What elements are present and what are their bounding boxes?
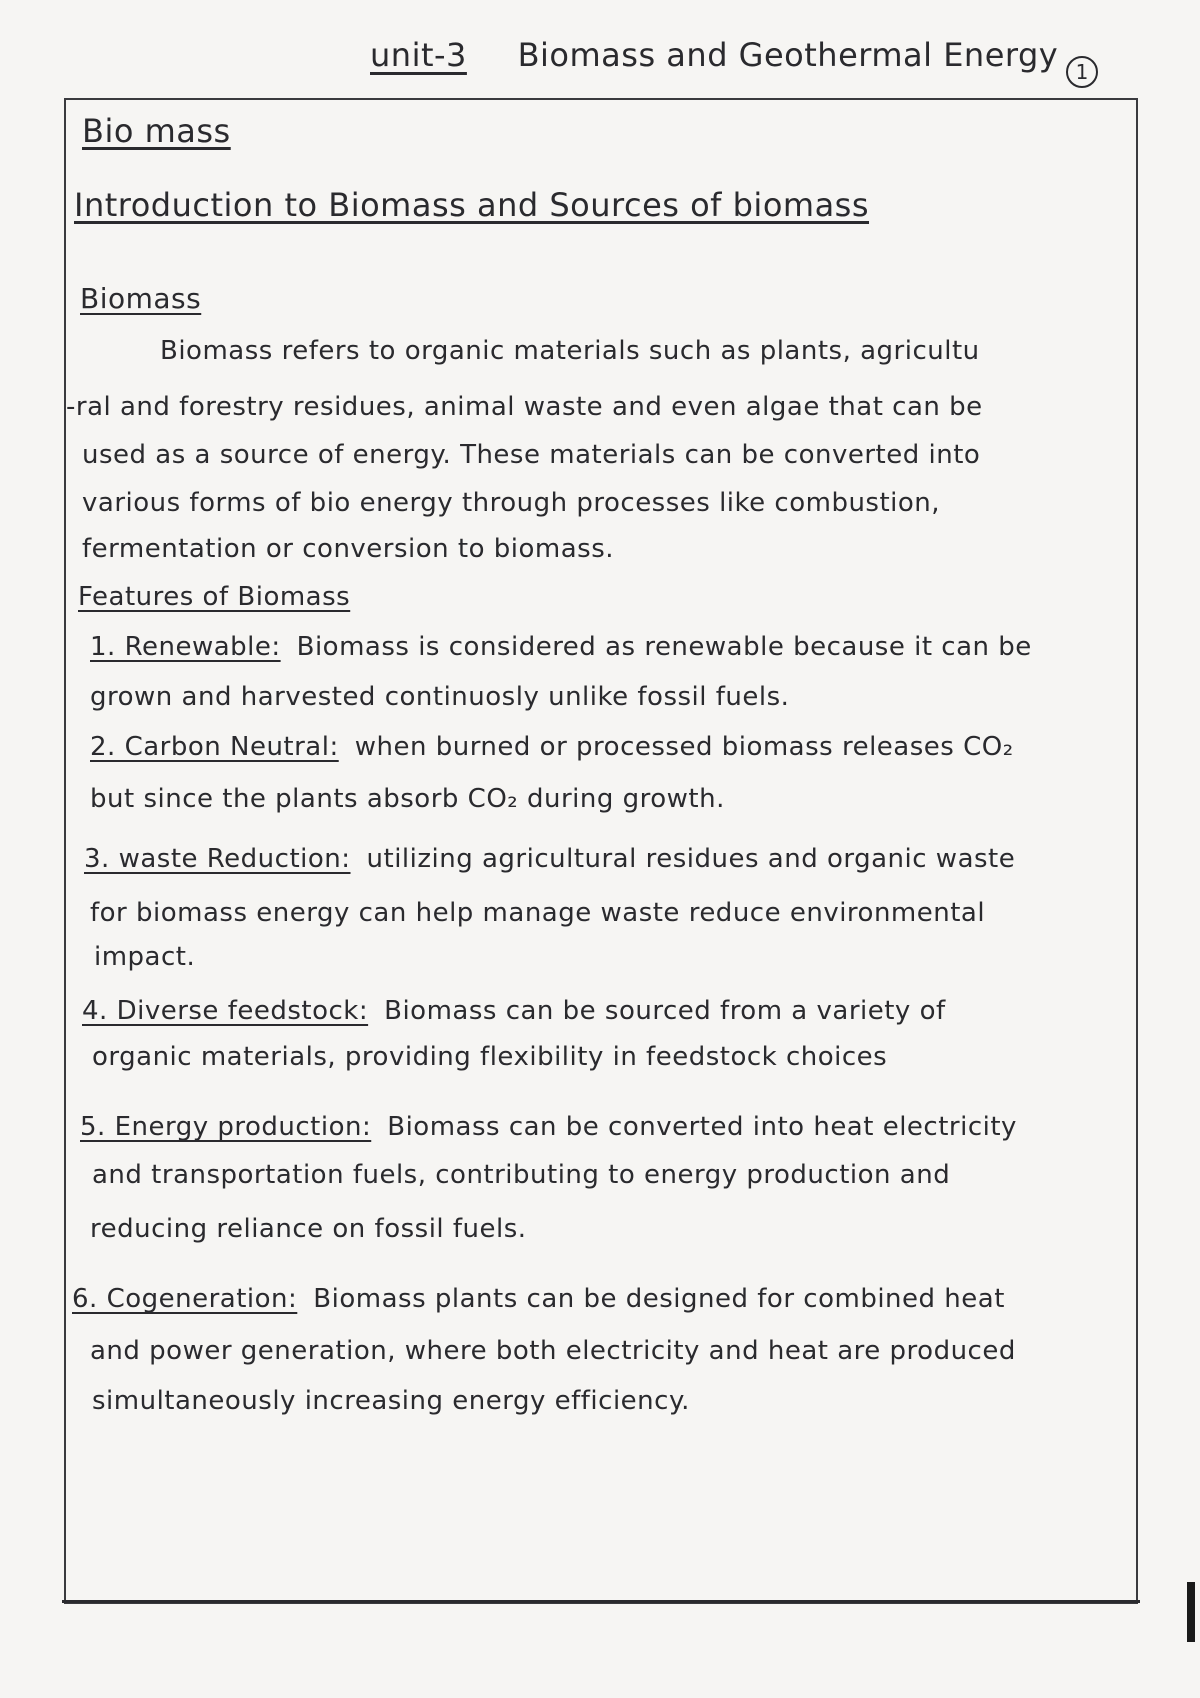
section-title: Biomass <box>80 282 202 315</box>
feature-1-line-2: grown and harvested continuosly unlike fossil fuels. <box>90 682 790 712</box>
feature-3-line-1 <box>84 844 1015 874</box>
definition-line-1: Biomass refers to organic materials such as plants, agricultu <box>160 336 980 366</box>
feature-4-label: 4. Diverse feedstock: <box>82 996 369 1026</box>
feature-4-line-2: organic materials, providing flexibility in feedstock choices <box>92 1042 888 1072</box>
feature-2-text-1: when burned or processed biomass releases CO₂ <box>354 732 1014 762</box>
feature-2-label: 2. Carbon Neutral: <box>90 732 339 762</box>
page-title: Biomass and Geothermal Energy <box>517 36 1059 74</box>
feature-3-label: 3. waste Reduction: <box>84 844 351 874</box>
feature-6-text-1: Biomass plants can be designed for combined heat <box>313 1284 1005 1314</box>
unit-label: unit-3 <box>370 36 467 74</box>
feature-1-line-1 <box>90 632 1032 662</box>
feature-2-line-1 <box>90 732 1014 762</box>
feature-6-line-1 <box>72 1284 1005 1314</box>
page-bottom-rule <box>62 1600 1140 1603</box>
feature-3-line-2: for biomass energy can help manage waste reduce environmental <box>90 898 986 928</box>
feature-3-line-3: impact. <box>94 942 196 972</box>
features-title: Features of Biomass <box>78 582 351 612</box>
feature-3-text-1: utilizing agricultural residues and organic waste <box>366 844 1016 874</box>
definition-line-4: various forms of bio energy through processes like combustion, <box>82 488 941 518</box>
page-header <box>370 36 1150 96</box>
feature-6-line-2: and power generation, where both electricity and heat are produced <box>90 1336 1016 1366</box>
feature-5-line-3: reducing reliance on fossil fuels. <box>90 1214 527 1244</box>
feature-5-label: 5. Energy production: <box>80 1112 372 1142</box>
feature-6-line-3: simultaneously increasing energy efficiency. <box>92 1386 690 1416</box>
feature-4-text-1: Biomass can be sourced from a variety of <box>384 996 946 1026</box>
feature-1-label: 1. Renewable: <box>90 632 281 662</box>
definition-line-3: used as a source of energy. These materials can be converted into <box>82 440 981 470</box>
feature-5-text-1: Biomass can be converted into heat electricity <box>387 1112 1017 1142</box>
edge-mark <box>1187 1582 1195 1642</box>
feature-6-label: 6. Cogeneration: <box>72 1284 298 1314</box>
feature-2-line-2: but since the plants absorb CO₂ during growth. <box>90 784 725 814</box>
subheading: Introduction to Biomass and Sources of biomass <box>74 186 870 224</box>
page-number: 1 <box>1066 56 1098 88</box>
definition-line-5: fermentation or conversion to biomass. <box>82 534 615 564</box>
feature-1-text-1: Biomass is considered as renewable because it can be <box>296 632 1032 662</box>
feature-4-line-1 <box>82 996 946 1026</box>
feature-5-line-1 <box>80 1112 1017 1142</box>
main-heading: Bio mass <box>82 112 231 150</box>
definition-line-2: -ral and forestry residues, animal waste and even algae that can be <box>66 392 983 422</box>
feature-5-line-2: and transportation fuels, contributing to energy production and <box>92 1160 951 1190</box>
